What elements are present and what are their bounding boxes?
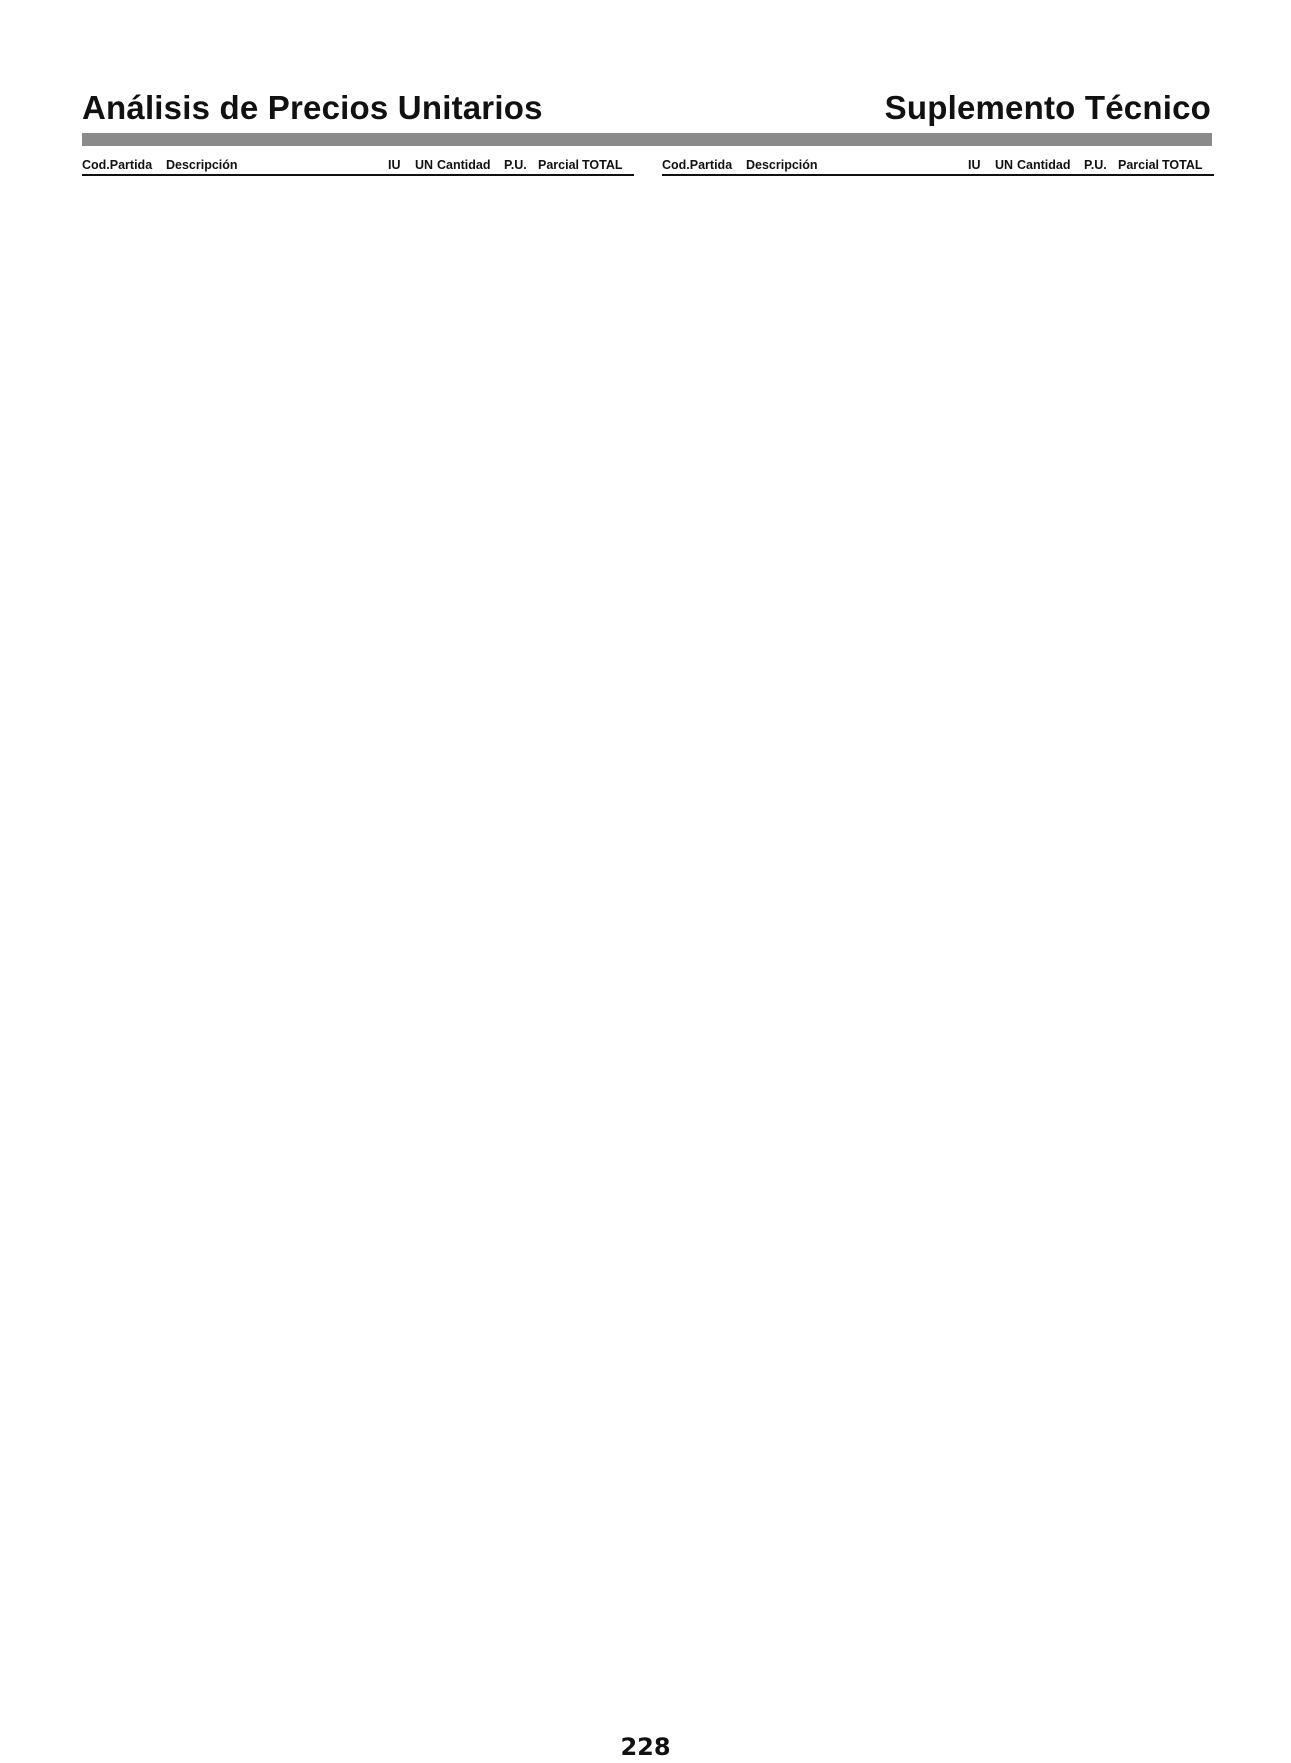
col-iu: IU: [968, 158, 981, 172]
page-number: 228: [620, 1733, 671, 1761]
section-title: Suplemento Técnico: [884, 89, 1211, 126]
col-iu: IU: [388, 158, 401, 172]
col-parc: Parcial: [1118, 158, 1160, 172]
col-pu: P.U.: [504, 158, 527, 172]
col-tot: TOTAL: [582, 158, 623, 172]
col-cod: Cod.Partida: [662, 158, 733, 172]
column-header-left: [82, 157, 634, 176]
col-parc: Parcial: [538, 158, 580, 172]
col-un: UN: [415, 158, 434, 172]
col-desc: Descripción: [746, 158, 818, 172]
column-header-right: [662, 157, 1214, 176]
page-title: Análisis de Precios Unitarios: [82, 89, 543, 126]
col-desc: Descripción: [166, 158, 238, 172]
col-un: UN: [995, 158, 1014, 172]
col-cod: Cod.Partida: [82, 158, 153, 172]
col-pu: P.U.: [1084, 158, 1107, 172]
col-tot: TOTAL: [1162, 158, 1203, 172]
col-cant: Cantidad: [437, 158, 491, 172]
col-cant: Cantidad: [1017, 158, 1071, 172]
header-bar: [82, 133, 1212, 146]
